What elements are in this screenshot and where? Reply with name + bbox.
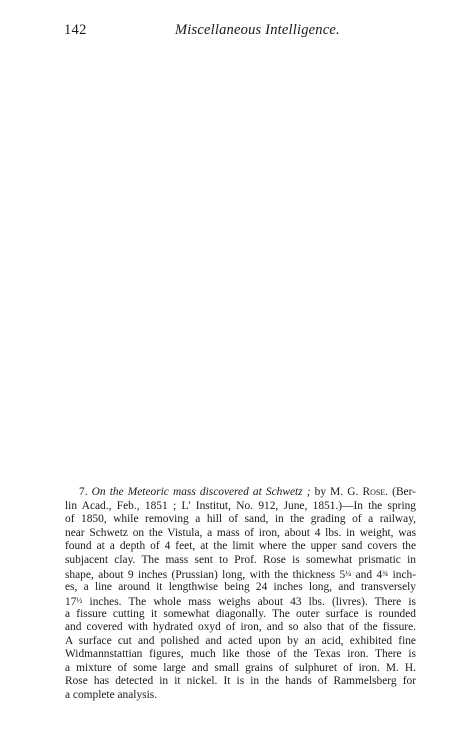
article-line: near Schwetz on the Vistula, a mass of iron, about 4 lbs. in weight, was	[65, 526, 416, 539]
article-author: Rose.	[362, 486, 389, 498]
article-text: (Ber-	[392, 486, 416, 498]
article-line: A surface cut and polished and acted upon by an acid, exhibited fine	[65, 634, 416, 647]
article-line: subjacent clay. The mass sent to Prof. Rose is somewhat prismatic in	[65, 553, 416, 566]
article-text: and 4	[351, 569, 383, 581]
running-head: Miscellaneous Intelligence.	[175, 22, 340, 38]
article-number: 7.	[79, 486, 88, 498]
article-line: and covered with hydrated oxyd of iron, and so also that of the fissure.	[65, 621, 416, 633]
article-line	[65, 567, 416, 581]
article-text: shape, about 9 inches (Prussian) long, with the thickness 5	[65, 569, 346, 581]
article-text: 17	[65, 596, 77, 608]
article-line: a fissure cutting it somewhat diagonally. The outer surface is rounded	[65, 607, 416, 620]
page-number: 142	[64, 22, 87, 38]
fraction: ½	[76, 596, 83, 605]
article-byline: by M. G.	[314, 486, 359, 498]
article-line: Rose has detected in it nickel. It is in the hands of Rammelsberg for	[65, 675, 416, 687]
article-line: of 1850, while removing a hill of sand, in the grading of a railway,	[65, 513, 416, 525]
article-line: a complete analysis.	[65, 688, 158, 701]
article-text: inches. The whole mass weighs about 43 lbs. (livres). There is	[82, 596, 416, 608]
article-line: lin Acad., Feb., 1851 ; L' Institut, No. 912, June, 1851.)—In the spring	[65, 499, 416, 512]
article-title: On the Meteoric mass discovered at Schwetz ;	[91, 486, 311, 498]
article-line: found at a depth of 4 feet, at the limit where the upper sand covers the	[65, 540, 416, 552]
article-paragraph	[65, 486, 416, 702]
article-text: inch-	[388, 569, 416, 581]
article-line: a mixture of some large and small grains of sulphuret of iron. M. H.	[65, 661, 416, 674]
article-line	[65, 486, 416, 500]
page-header	[64, 22, 408, 42]
article-line	[65, 594, 416, 608]
fraction: ¾	[382, 569, 389, 578]
article-line: es, a line around it lengthwise being 24 inches long, and transversely	[65, 580, 416, 593]
fraction: ¼	[345, 569, 352, 578]
article-line: Widmannstattian figures, much like those of the Texas iron. There is	[65, 648, 416, 660]
